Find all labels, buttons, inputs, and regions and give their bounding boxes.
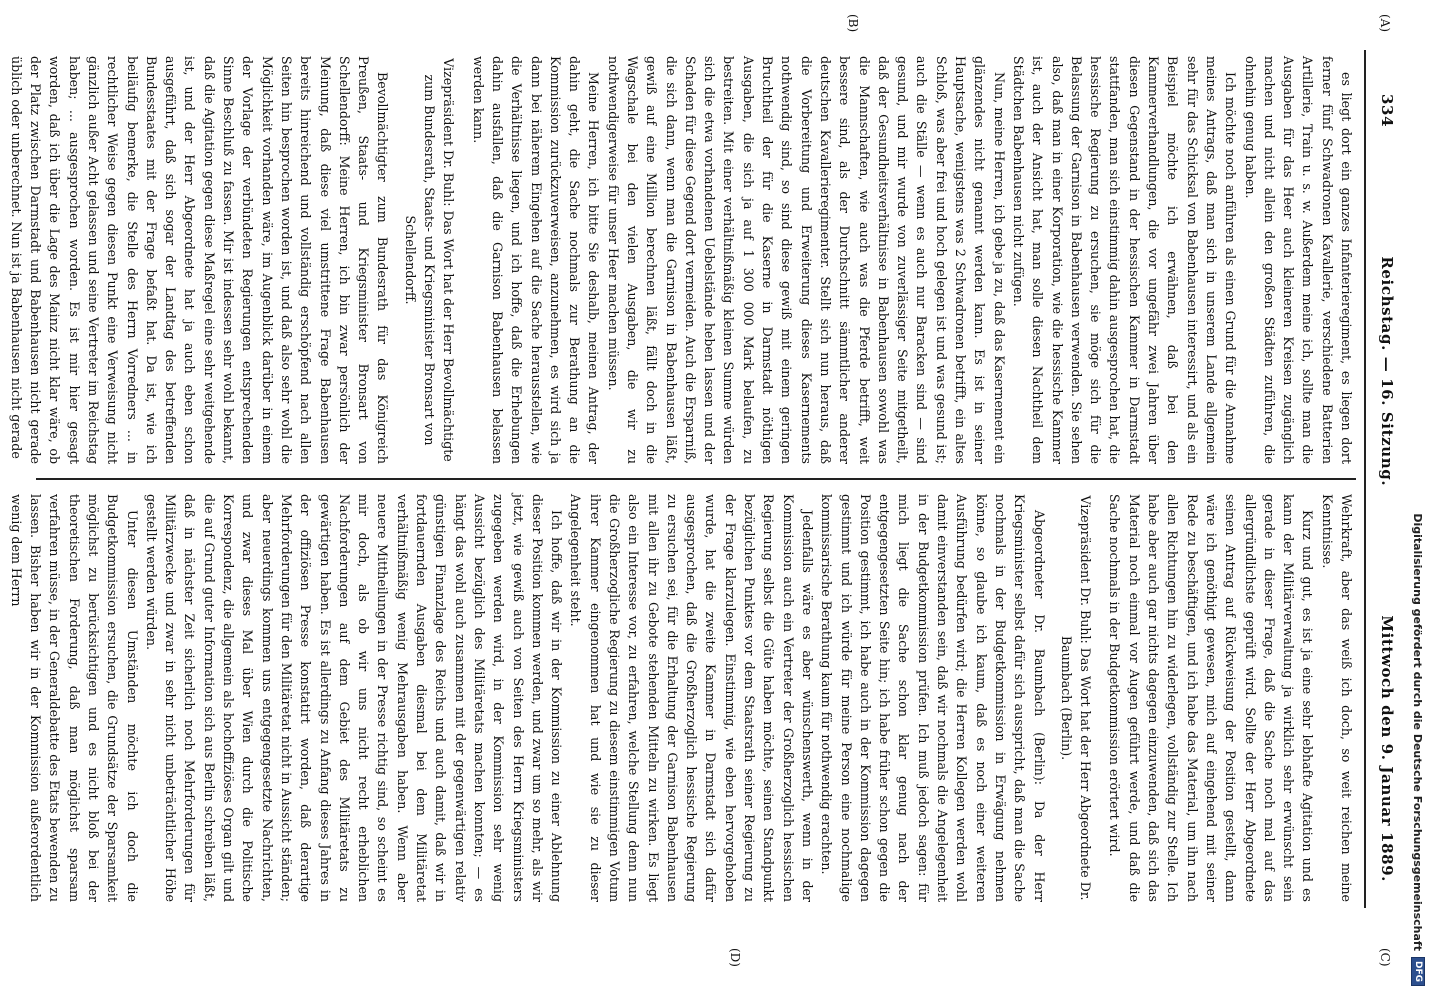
margin-mark-b: (B) xyxy=(846,14,860,33)
paragraph: Ich hoffe, daß wir in der Kommission zu einer Ablehnung dieser Position kommen werden, und zwar um so mehr, als wir jetzt, wie gewiß auch von Seiten des Herrn Kriegsministers zugegeben werden wird, in der Kommission sehr wenig Aussicht bezüglich des Militäretats machen konnten; — es hängt das wohl auch zusammen mit der gegenwärtigen relativ günstigen Finanzlage des Reichs und auch damit, daß wir in fortdauernden Ausgaben diesmal bei dem Militäretat verhältnißmäßig wenig Mehrausgaben haben. Wenn aber neuere Mittheilungen in der Presse richtig sind, so scheint es mir doch, als ob wir uns nicht recht erheblichen Nachforderungen auf dem Gebiet des Militäretats zu gewärtigen haben. Es ist allerdings zu Anfang dieses Jahres in der offiziösen Presse konstatirt worden, daß derartige Mehrforderungen für den Militäretat nicht in Aussicht ständen; aber neuerdings kommen uns entgegengesetzte Nachrichten, und zwar dieses Mal über Wien durch die Politische Korrespondenz, die allgemein als hochoffiziöses Organ gilt und die auf Grund guter Information sich aus Berlin schreiben läßt, daß in nächster Zeit sicherlich noch Mehrforderungen für Militärzwecke und zwar in sehr nicht unbeträchtlicher Höhe gestellt werden würden. xyxy=(143,494,565,903)
paragraph: Kurz und gut, es ist ja eine sehr lebhafte Agitation und es kann der Militärverwaltung ja wirklich sehr erwünscht sein gerade in dieser Frage, daß die Sache noch mal auf das allergründlichste geprüft wird. Sollte der Herr Abgeordnete seinen Antrag auf Rückweisung der Position gestellt, dann wäre ich genöthigt gewesen, mich auf eingehend mit seiner Rede zu beschäftigen, und ich habe das Material, um ihn nach allen Richtungen hin zu widerlegen, vollständig zur Stelle. Ich habe aber auch gar nichts dagegen einzuwenden, daß sich das Material noch einmal vor Augen geführt werde, und daß die Sache nochmals in der Budgetkommission erörtert wird. xyxy=(1107,494,1316,903)
paragraph: Ich möchte noch anführen als einen Grund für die Annahme meines Antrags, daß man sich in unserem Lande allgemein sehr für das Schicksal von Babenhausen interessirt, und als ein Beispiel möchte ich erwähnen, daß bei den Kammerverhandlungen, die vor ungefähr zwei Jahren über diesen Gegenstand in der hessischen Kammer in Darmstadt stattfanden, man sich einstimmig dahin ausgesprochen hat, die hessische Regierung zu ersuchen, sie möge sich für die Belassung der Garnison in Babenhausen verwenden. Sie sehen also, daß man in einer Korporation, wie die hessische Kammer ist, auch der Ansicht hat, man solle diesen Nachtheil dem Städtchen Babenhausen nicht zufügen. xyxy=(1010,56,1239,465)
margin-mark-c: (C) xyxy=(1378,948,1392,967)
footer-credit xyxy=(1404,0,1432,1000)
margin-mark-d: (D) xyxy=(728,948,742,967)
footer-credit-text: Digitalisierung gefördert durch die Deutsche Forschungsgemeinschaft xyxy=(1411,513,1425,951)
paragraph: es liegt dort ein ganzes Infanterieregiment, es liegen dort ferner fünf Schwadronen Kavallerie, verschiedene Batterien Artillerie, Train u. s. w. Außerdem meine ich, sollte man die Ausgaben für das Heer auch kleineren Kreisen zugänglich machen und nicht allein den großen Städten zuführen, die ohnehin genug haben. xyxy=(1242,56,1354,465)
paragraph: Meine Herren, ich bitte Sie deshalb, meinen Antrag, der dahin geht, die Sache nochmals zur Berathung an die Kommission zurückzuverweisen, anzunehmen, es wird sich ja dann bei näherem Eingehen auf die Sache herausstellen, wie die Verhältnisse liegen, und ich hoffe, daß die Erhebungen dahin ausfallen, daß die Garnison Babenhausen belassen werden kann. xyxy=(470,56,602,465)
paragraph: Bevollmächtigter zum Bundesrath für das Königreich Preußen, Staats- und Kriegsminister Bronsart von Schellendorff: Meine Herren, ich bin zwar persönlich der Meinung, daß diese viel umstrittene Frage Babenhausen bereits hinreichend und vollständig erschöpfend nach allen Seiten hin besprochen worden ist, und daß also sehr wohl die Möglichkeit vorhanden wäre, im Augenblick darüber in einem der Vorlage der verbündeten Regierungen entsprechenden Sinne Beschluß zu fassen. Mir ist indessen sehr wohl bekannt, daß die Agitation gegen diese Maßregel eine sehr weitgehende ist, und der Herr Abgeordnete hat ja auch eben schon ausgeführt, daß sich sogar der Landtag des betreffenden Bundesstaates mit der Frage befaßt hat. Da ist, wie ich beiläufig bemerke, die Stelle des Herrn Vorredners ... in rechtlicher Weise gegen diesen Punkt eine Verweisung nicht gänzlich außer Acht gelassen und seine Vertreter im Reichstag haben; ... ausgesprochen worden. Es ist mir hier gesagt worden, daß ich über die Lage des Mainz nicht klar wäre, ob der Platz zwischen Darmstadt und Babenhausen nicht gerade üblich oder unberechnet. Nun ist ja Babenhausen nicht gerade xyxy=(8,56,391,465)
speaker-intro: Vizepräsident Dr. Buhl: Das Wort hat der Herr Abgeordnete Dr. Baumbach (Berlin). xyxy=(1058,495,1094,901)
left-column xyxy=(8,50,1356,470)
dfg-logo-icon: DFG xyxy=(1411,957,1425,986)
page-date: Mittwoch den 9. Januar 1889. xyxy=(1378,615,1396,882)
paragraph: Nun, meine Herren, ich gebe ja zu, daß das Kasernement ein glänzendes nicht genannt werden kann. Es ist in seiner Hauptsache, wenigstens was 2 Schwadronen betrifft, ein altes Schloß, was aber frei und hoch gelegen ist und was gesund ist; auch die Ställe — wenn es auch nur Baracken sind — sind gesund, und mir wurde von zuverlässiger Seite mitgetheilt, daß der Gesundheitsverhältnisse in Babenhausen sowohl was die Mannschaften, wie auch was die Pferde betrifft, weit bessere sind, als der Durchschnitt sämmtlicher anderer deutschen Kavallerieregimenter. Stellt sich nun heraus, daß die Vorbereitung und Erweiterung dieses Kasernements nothwendig sind, so sind diese gewiß mit einem geringen Bruchtheil der für die Kaserne in Darmstadt nöthigen Ausgaben, die sich ja auf 1 300 000 Mark belaufen, zu bestreiten. Mit einer verhältnißmäßig kleinen Summe würden sich die etwa vorhandenen Uebelstände heben lassen und der Schaden für diese Gegend dort vermeiden. Auch die Ersparniß, die sich dann, wenn man die Garnison in Babenhausen läßt, gewiß auf eine Million berechnen läßt, fällt doch in die Wagschale bei den vielen Ausgaben, die wir zu nothwendigerweise für unser Heer machen müssen. xyxy=(605,56,1007,465)
right-column xyxy=(8,488,1356,908)
text-columns xyxy=(8,50,1356,908)
page-header xyxy=(1370,50,1396,908)
header-rule xyxy=(1364,50,1366,908)
paragraph: Jedenfalls wäre es aber wünschenswerth, wenn in der Kommission auch ein Vertreter der Großherzoglich hessischen Regierung selbst die Güte haben möchte, seinen Standpunkt bezüglichen Punktes vor dem Staatsrath seiner Regierung zu der Frage klarzulegen. Einstimmig, wie eben hervorgehoben wurde, hat die zweite Kammer in Darmstadt sich dafür ausgesprochen, daß die Großherzoglich hessische Regierung zu ersuchen sei, für die Erhaltung der Garnison Babenhausen mit allen ihr zu Gebote stehenden Mitteln zu wirken. Es liegt also ein Interesse vor, zu erfahren, welche Stellung denn nun die Großherzogliche Regierung zu diesem einstimmigen Votum ihrer Kammer eingenommen hat und wie sie zu dieser Angelegenheit steht. xyxy=(568,494,815,903)
speaker-intro: Vizepräsident Dr. Buhl: Das Wort hat der Herr Bevollmächtigte zum Bundesrath, Staats- und Kriegsminister Bronsart von Schellendorff. xyxy=(402,58,457,462)
page-title: Reichstag. — 16. Sitzung. xyxy=(1378,256,1396,487)
paragraph: Wehrkraft, aber das weiß ich doch, so weit reichen meine Kenntnisse. xyxy=(1319,494,1354,903)
column-divider xyxy=(36,478,1356,480)
paragraph: Unter diesen Umständen möchte ich doch die Budgetkommission ersuchen, die Grundsätze der Sparsamkeit möglichst zu berücksichtigen und es nicht bloß bei der theoretischen Forderung, daß man möglichst sparsam verfahren müsse, in der Generaldebatte des Etats bewenden zu lassen. Bisher haben wir in der Kommission außerordentlich wenig dem Herrn xyxy=(8,494,140,903)
paragraph: Abgeordneter Dr. Baumbach (Berlin): Da der Herr Kriegsminister selbst dafür sich ausspricht, daß man die Sache nochmals in der Budgetkommission in Erwägung nehmen könne, so glaube ich kaum, daß es noch einer weiteren Ausführung bedürfen wird; die Herren Kollegen werden wohl damit einverstanden sein, daß wir nochmals die Angelegenheit in der Budgetkommission prüfen. Ich muß jedoch sagen: für mich liegt die Sache schon klar genug nach der entgegengesetzten Seite hin; ich habe früher schon gegen die Position gestimmt, ich habe auch in der Kommission dagegen gestimmt und ich würde für meine Person eine nochmalige kommissarische Berathung kaum für nothwendig erachten. xyxy=(819,494,1047,903)
margin-mark-a: (A) xyxy=(1378,14,1392,33)
page-number: 334 xyxy=(1378,94,1396,128)
footer-strip xyxy=(1404,0,1432,1000)
